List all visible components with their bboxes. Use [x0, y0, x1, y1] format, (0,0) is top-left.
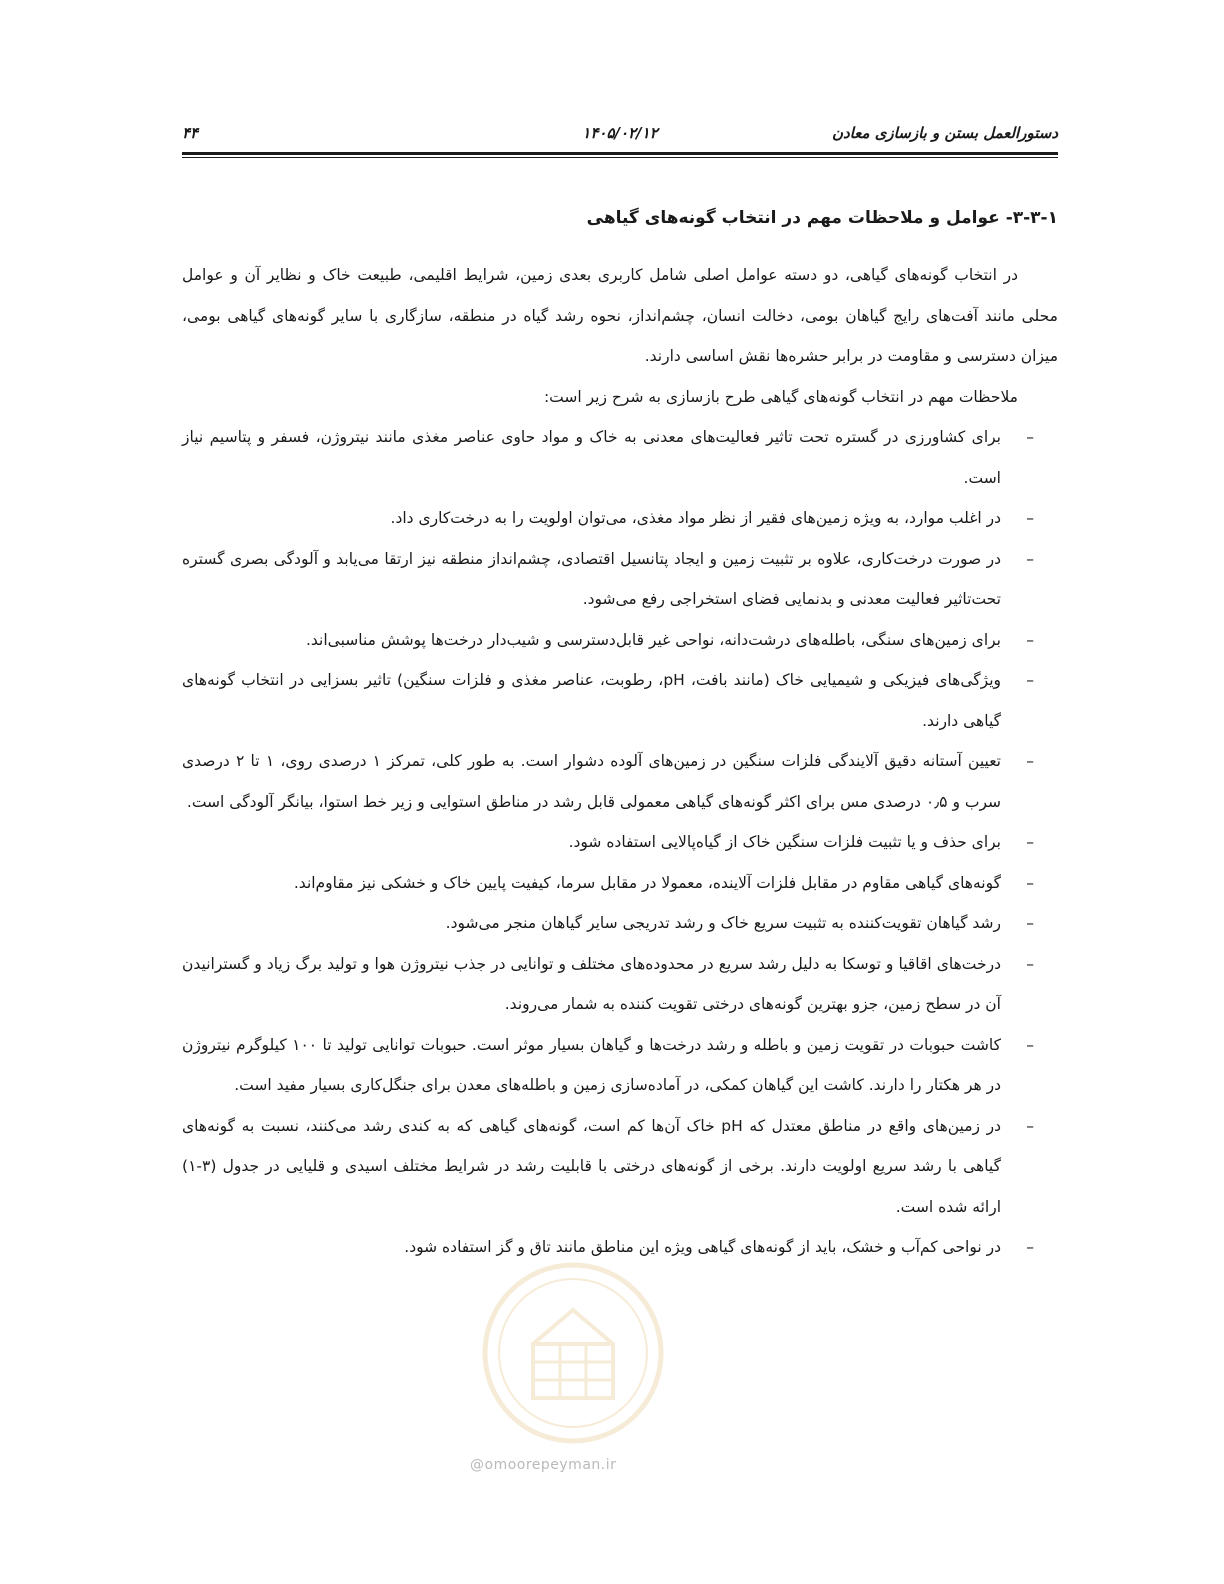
header-rule-thick	[182, 152, 1058, 155]
list-item	[182, 1025, 1058, 1106]
dash-bullet: –	[1026, 914, 1034, 932]
list-item	[182, 498, 1058, 539]
dash-bullet: –	[1026, 549, 1034, 568]
list-item	[182, 944, 1058, 1025]
dash-bullet: –	[1026, 509, 1034, 527]
dash-bullet: –	[1026, 1035, 1034, 1054]
intro-paragraph: در انتخاب گونه‌های گیاهی، دو دسته عوامل اصلی شامل کاربری بعدی زمین، شرایط اقلیمی، طبیعت خاک و نظایر آن و عوامل محلی مانند آفت‌های رایج گیاهان بومی، دخالت انسان، چشم‌انداز، نحوه رشد گیاه در منطقه، سازگاری با سایر گونه‌های گیاهی بومی، میزان دسترسی و مقاومت در برابر حشره‌ها نقش اساسی دارند.	[182, 266, 1058, 365]
watermark-text: @omoorepeyman.ir	[470, 1457, 617, 1473]
list-item-text: تعیین آستانه دقیق آلایندگی فلزات سنگین در زمین‌های آلوده دشوار است. به طور کلی، تمرکز ۱ درصدی روی، ۱ تا ۲ درصدی سرب و ۰٫۵ درصدی مس برای اکثر گونه‌های گیاهی معمولی قابل رشد در مناطق استوایی و زیر خط استوا، بیانگر آلودگی است.	[182, 752, 1002, 811]
dash-bullet: –	[1026, 954, 1034, 973]
list-item-text: در اغلب موارد، به ویژه زمین‌های فقیر از نظر مواد مغذی، می‌توان اولویت را به درخت‌کاری داد.	[390, 509, 1001, 527]
list-item-text: برای کشاورزی در گستره تحت تاثیر فعالیت‌های معدنی به خاک و مواد حاوی عناصر مغذی مانند نیتروژن، فسفر و پتاسیم نیاز است.	[182, 428, 1001, 487]
list-item-text: در نواحی کم‌آب و خشک، باید از گونه‌های گیاهی ویژه این مناطق مانند تاق و گز استفاده شود.	[404, 1238, 1001, 1256]
dash-bullet: –	[1026, 428, 1034, 446]
dash-bullet: –	[1026, 1116, 1034, 1135]
considerations-list	[182, 417, 1058, 1268]
page-number: ۴۴	[182, 124, 199, 142]
list-item	[182, 660, 1058, 741]
dash-bullet: –	[1026, 873, 1034, 892]
list-item	[182, 822, 1058, 863]
list-item	[182, 903, 1058, 944]
list-item	[182, 620, 1058, 661]
page-content	[182, 203, 1058, 1268]
list-item-text: در صورت درخت‌کاری، علاوه بر تثبیت زمین و ایجاد پتانسیل اقتصادی، چشم‌انداز منطقه نیز ارتقا می‌یابد و آلودگی بصری گستره تحت‌تاثیر فعالیت معدنی و بدنمایی فضای استخراجی رفع می‌شود.	[182, 549, 1001, 608]
dash-bullet: –	[1026, 752, 1034, 770]
dash-bullet: –	[1026, 833, 1034, 851]
header-rule-thin	[182, 157, 1058, 158]
list-item-text: برای زمین‌های سنگی، باطله‌های درشت‌دانه، نواحی غیر قابل‌دسترسی و شیب‌دار درخت‌ها پوشش مناسبی‌اند.	[305, 630, 1001, 649]
document-date: ۱۴۰۵/۰۲/۱۲	[582, 124, 658, 142]
lead-paragraph: ملاحظات مهم در انتخاب گونه‌های گیاهی طرح بازسازی به شرح زیر است:	[543, 387, 1018, 406]
list-item-text: ویژگی‌های فیزیکی و شیمیایی خاک (مانند بافت، pH، رطوبت، عناصر مغذی و فلزات سنگین) تاثیر بسزایی در انتخاب گونه‌های گیاهی دارند.	[182, 671, 1001, 730]
list-item	[182, 863, 1058, 904]
page-header	[182, 120, 1058, 146]
list-item-text: رشد گیاهان تقویت‌کننده به تثبیت سریع خاک و رشد تدریجی سایر گیاهان منجر می‌شود.	[445, 914, 1001, 932]
list-item	[182, 741, 1058, 822]
list-item-text: در زمین‌های واقع در مناطق معتدل که pH خاک آن‌ها کم است، گونه‌های گیاهی که به کندی رشد می‌کنند، نسبت به گونه‌های گیاهی با رشد سریع اولویت دارند. برخی از گونه‌های درختی با قابلیت رشد در شرایط مختلف اسیدی و قلیایی در جدول (۳-۱) ارائه شده است.	[182, 1116, 1001, 1216]
list-item	[182, 539, 1058, 620]
dash-bullet: –	[1026, 630, 1034, 649]
list-item	[182, 1227, 1058, 1268]
document-title: دستورالعمل بستن و بازسازی معادن	[831, 124, 1058, 142]
dash-bullet: –	[1026, 1238, 1034, 1256]
list-item-text: گونه‌های گیاهی مقاوم در مقابل فلزات آلاینده، معمولا در مقابل سرما، کیفیت پایین خاک و خشکی نیز مقاوم‌اند.	[293, 873, 1001, 892]
dash-bullet: –	[1026, 671, 1034, 689]
list-item-text: کاشت حبوبات در تقویت زمین و باطله و رشد درخت‌ها و گیاهان بسیار موثر است. حبوبات توانایی تولید تا ۱۰۰ کیلوگرم نیتروژن در هر هکتار را دارند. کاشت این گیاهان کمکی، در آماده‌سازی زمین و باطله‌های معدن برای جنگل‌کاری بسیار مفید است.	[182, 1035, 1001, 1094]
section-heading: ۳-۳-۱- عوامل و ملاحظات مهم در انتخاب گونه‌های گیاهی	[586, 208, 1058, 228]
watermark-seal-icon	[478, 1258, 668, 1448]
list-item-text: درخت‌های اقاقیا و توسکا به دلیل رشد سریع در محدوده‌های مختلف و توانایی در جذب نیتروژن هوا و تولید برگ زیاد و گسترانیدن آن در سطح زمین، جزو بهترین گونه‌های درختی تقویت کننده به شمار می‌روند.	[182, 954, 1001, 1013]
list-item	[182, 1106, 1058, 1228]
list-item	[182, 417, 1058, 498]
list-item-text: برای حذف و یا تثبیت فلزات سنگین خاک از گیاه‌پالایی استفاده شود.	[568, 833, 1001, 851]
